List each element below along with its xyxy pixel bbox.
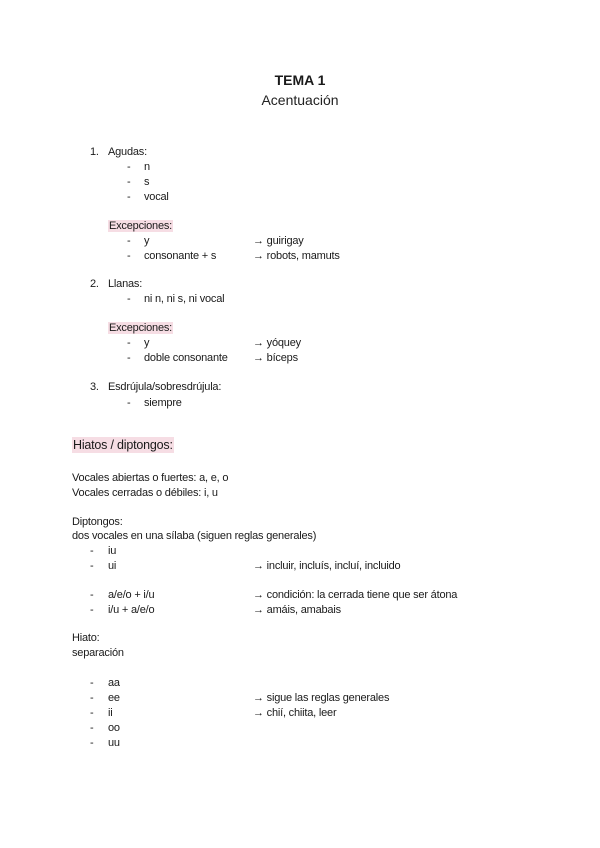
diptongos-definition: dos vocales en una sílaba (siguen reglas generales) [72, 530, 317, 542]
hiato-label: Hiato: [72, 632, 100, 644]
agudas-exception-rule: y [144, 235, 150, 247]
agudas-exception-example: → robots, mamuts [253, 250, 340, 262]
bullet-dash: - [90, 692, 94, 704]
llanas-exceptions-label: Excepciones: [109, 322, 173, 334]
vocales-abiertas: Vocales abiertas o fuertes: a, e, o [72, 472, 229, 484]
diptongo-rule: ui [108, 560, 117, 572]
list-number-3: 3. [90, 381, 99, 393]
agudas-exceptions-label: Excepciones: [109, 220, 173, 232]
bullet-dash: - [127, 250, 131, 262]
bullet-dash: - [127, 161, 131, 173]
bullet-dash: - [90, 560, 94, 572]
bullet-dash: - [127, 176, 131, 188]
llanas-exception-rule: doble consonante [144, 352, 228, 364]
bullet-dash: - [90, 604, 94, 616]
agudas-rule-n: n [144, 161, 150, 173]
llanas-exception-rule: y [144, 337, 150, 349]
page-title: TEMA 1 [274, 72, 326, 88]
esdrujulas-label: Esdrújula/sobresdrújula: [108, 381, 222, 393]
list-number-2: 2. [90, 278, 99, 290]
bullet-dash: - [127, 191, 131, 203]
bullet-dash: - [127, 352, 131, 364]
diptongo-note: → incluir, incluís, incluí, incluido [253, 560, 401, 572]
diptongo-rule: i/u + a/e/o [108, 604, 155, 616]
esdrujulas-rule: siempre [144, 397, 182, 409]
hiato-note: → sigue las reglas generales [253, 692, 390, 704]
llanas-rule: ni n, ni s, ni vocal [144, 293, 225, 305]
hiato-rule: ii [108, 707, 113, 719]
diptongos-label: Diptongos: [72, 516, 123, 528]
llanas-label: Llanas: [108, 278, 143, 290]
agudas-rule-s: s [144, 176, 150, 188]
hiato-definition: separación [72, 647, 124, 659]
hiato-rule: oo [108, 722, 120, 734]
hiato-rule: uu [108, 737, 120, 749]
list-number-1: 1. [90, 146, 99, 158]
bullet-dash: - [127, 235, 131, 247]
agudas-exception-example: → guirigay [253, 235, 304, 247]
agudas-rule-vocal: vocal [144, 191, 169, 203]
bullet-dash: - [90, 677, 94, 689]
llanas-exception-example: → yóquey [253, 337, 301, 349]
bullet-dash: - [90, 722, 94, 734]
diptongo-note: → amáis, amabais [253, 604, 341, 616]
hiato-rule: ee [108, 692, 120, 704]
agudas-label: Agudas: [108, 146, 147, 158]
vocales-cerradas: Vocales cerradas o débiles: i, u [72, 487, 218, 499]
bullet-dash: - [127, 397, 131, 409]
hiato-note: → chií, chiita, leer [253, 707, 337, 719]
hiatos-heading: Hiatos / diptongos: [73, 438, 173, 452]
bullet-dash: - [90, 707, 94, 719]
agudas-exception-rule: consonante + s [144, 250, 217, 262]
diptongo-note: → condición: la cerrada tiene que ser átona [253, 589, 458, 601]
bullet-dash: - [90, 737, 94, 749]
hiato-rule: aa [108, 677, 120, 689]
bullet-dash: - [127, 337, 131, 349]
page-subtitle: Acentuación [261, 92, 339, 108]
llanas-exception-example: → bíceps [253, 352, 298, 364]
bullet-dash: - [127, 293, 131, 305]
diptongo-rule: a/e/o + i/u [108, 589, 155, 601]
bullet-dash: - [90, 589, 94, 601]
diptongo-rule: iu [108, 545, 117, 557]
bullet-dash: - [90, 545, 94, 557]
